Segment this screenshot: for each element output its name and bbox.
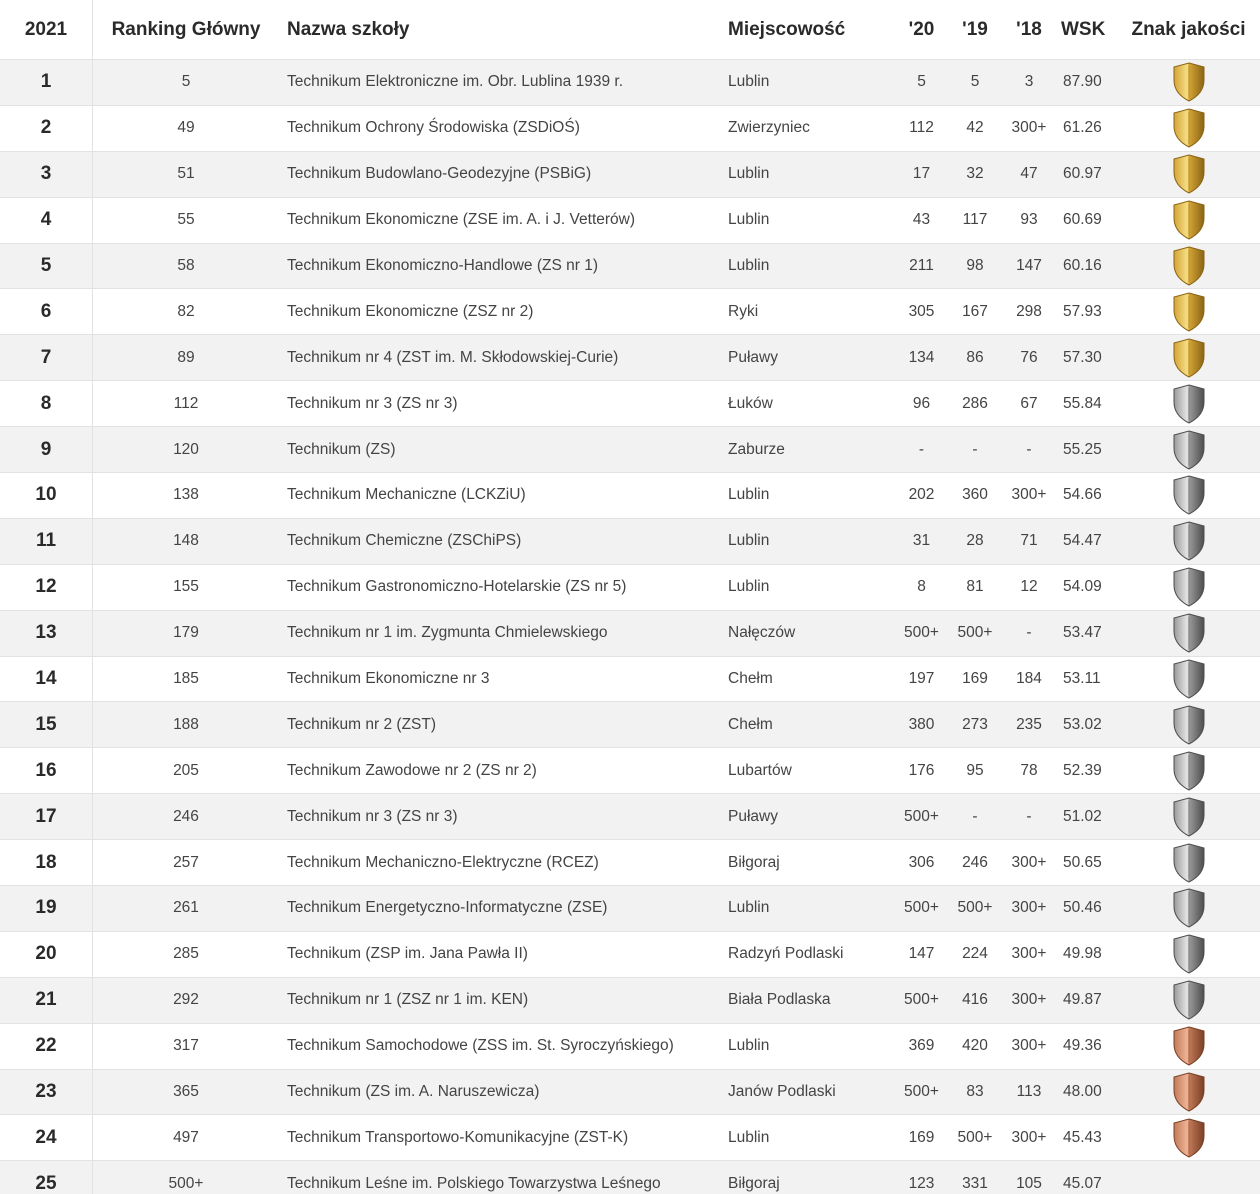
city-cell: Biłgoraj [728,853,780,871]
quality-badge-cell [1117,1115,1260,1160]
y19-cell: 331 [962,1174,988,1192]
main-rank-cell: 285 [173,945,199,963]
y18-cell: 184 [1016,670,1042,688]
quality-shield-icon [1172,1118,1206,1158]
y20-cell: 202 [908,486,935,504]
y19-cell: 360 [962,486,988,504]
y18-cell: 105 [1016,1174,1042,1192]
wsk-cell: 54.47 [1063,532,1102,550]
city-cell: Zwierzyniec [728,119,810,137]
header-year[interactable]: 2021 [0,0,93,59]
quality-badge-cell [1117,1070,1260,1115]
y19-cell: 98 [966,257,984,274]
main-rank-cell: 205 [173,761,199,779]
school-name-cell: Technikum Energetyczno-Informatyczne (ZSE) [287,899,608,917]
table-row[interactable] [0,702,1260,748]
main-rank-cell: 120 [173,440,199,458]
y18-cell: - [1026,440,1032,458]
school-name-cell: Technikum Ekonomiczne nr 3 [287,670,490,688]
quality-badge-cell [1117,657,1260,702]
quality-badge-cell [1117,840,1260,885]
school-name-cell: Technikum nr 1 (ZSZ nr 1 im. KEN) [287,991,529,1009]
quality-shield-icon [1172,108,1206,148]
quality-badge-cell [1117,565,1260,610]
y20-cell: 176 [908,761,935,779]
main-rank-cell: 112 [173,394,199,412]
y18-cell: 300+ [1011,899,1047,917]
rank-cell: 23 [0,1070,93,1115]
quality-shield-icon [1172,934,1206,974]
main-rank-cell: 82 [177,302,195,320]
school-name-cell: Technikum Mechaniczne (LCKZiU) [287,486,526,504]
y18-cell: 300+ [1011,119,1047,137]
quality-shield-icon [1172,521,1206,561]
school-name-cell: Technikum nr 3 (ZS nr 3) [287,394,458,412]
school-name-cell: Technikum Zawodowe nr 2 (ZS nr 2) [287,761,537,779]
quality-shield-icon [1172,292,1206,332]
table-row[interactable] [0,60,1260,106]
school-name-cell: Technikum Ekonomiczne (ZSZ nr 2) [287,302,534,320]
table-row[interactable] [0,244,1260,290]
table-row[interactable] [0,1115,1260,1161]
rank-cell: 1 [0,60,93,105]
main-rank-cell: 317 [173,1037,199,1055]
rank-cell: 11 [0,519,93,564]
table-row[interactable] [0,381,1260,427]
rank-cell: 3 [0,152,93,197]
y20-cell: 500+ [904,1083,939,1101]
y19-cell: 169 [962,670,988,688]
quality-badge-cell [1117,335,1260,380]
city-cell: Chełm [728,670,773,688]
rank-cell: 24 [0,1115,93,1160]
wsk-cell: 60.16 [1063,257,1102,274]
school-name-cell: Technikum Leśne im. Polskiego Towarzystwa Leśnego [287,1174,661,1192]
school-name-cell: Technikum (ZS) [287,440,396,458]
main-rank-cell: 292 [173,991,199,1009]
quality-badge-cell [1117,932,1260,977]
y19-cell: 500+ [957,1128,993,1146]
y18-cell: 235 [1016,715,1042,733]
city-cell: Lubartów [728,761,792,779]
school-name-cell: Technikum nr 3 (ZS nr 3) [287,807,458,825]
rank-cell: 8 [0,381,93,426]
city-cell: Puławy [728,348,778,366]
wsk-cell: 57.30 [1063,348,1102,366]
quality-shield-icon [1172,1072,1206,1112]
y20-cell: 43 [912,211,931,229]
city-cell: Lublin [728,73,770,91]
rank-cell: 9 [0,427,93,472]
school-name-cell: Technikum Mechaniczno-Elektryczne (RCEZ) [287,853,599,871]
rank-cell: 4 [0,198,93,243]
main-rank-cell: 51 [177,165,195,183]
quality-shield-icon [1172,200,1206,240]
rank-cell: 15 [0,702,93,747]
y18-cell: 300+ [1011,1037,1047,1055]
main-rank-cell: 155 [173,578,199,596]
quality-shield-icon [1172,613,1206,653]
y20-cell: 500+ [904,991,939,1009]
main-rank-cell: 500+ [168,1174,204,1192]
y20-cell: 17 [912,165,931,183]
quality-badge-cell [1117,473,1260,518]
y19-cell: 32 [966,165,984,183]
y20-cell: 112 [909,119,934,137]
city-cell: Biała Podlaska [728,991,831,1009]
table-row[interactable] [0,473,1260,519]
quality-badge-cell [1117,244,1260,289]
school-name-cell: Technikum Ekonomiczno-Handlowe (ZS nr 1) [287,257,598,274]
y19-cell: 86 [966,348,984,366]
y18-cell: 12 [1020,578,1038,596]
y20-cell: 197 [908,670,935,688]
wsk-cell: 60.97 [1063,165,1102,183]
y20-cell: 369 [908,1037,935,1055]
header-y19[interactable]: '19 [962,18,988,40]
table-row[interactable] [0,1070,1260,1116]
main-rank-cell: 138 [173,486,199,504]
y19-cell: 83 [966,1083,984,1101]
city-cell: Lublin [728,486,770,504]
school-name-cell: Technikum Gastronomiczno-Hotelarskie (ZS nr 5) [287,578,627,596]
wsk-cell: 49.36 [1063,1037,1102,1055]
school-name-cell: Technikum nr 1 im. Zygmunta Chmielewskiego [287,624,608,642]
y18-cell: - [1026,807,1032,825]
wsk-cell: 55.84 [1063,394,1102,412]
rank-cell: 25 [0,1161,93,1194]
quality-badge-cell [1117,1161,1260,1194]
table-row[interactable] [0,611,1260,657]
main-rank-cell: 148 [173,532,199,550]
y20-cell: 500+ [904,807,939,825]
y20-cell: 123 [908,1174,935,1192]
wsk-cell: 53.11 [1063,670,1101,688]
table-row[interactable] [0,748,1260,794]
rank-cell: 18 [0,840,93,885]
quality-badge-cell [1117,381,1260,426]
y18-cell: 113 [1016,1083,1042,1101]
city-cell: Lublin [728,211,770,229]
quality-badge-cell [1117,748,1260,793]
quality-badge-cell [1117,289,1260,334]
school-name-cell: Technikum Chemiczne (ZSChiPS) [287,532,522,550]
wsk-cell: 54.66 [1063,486,1102,504]
y19-cell: - [972,440,978,458]
header-main-rank[interactable]: Ranking Główny [111,18,261,40]
table-row[interactable] [0,565,1260,611]
y18-cell: 300+ [1011,945,1047,963]
quality-shield-icon [1172,567,1206,607]
wsk-cell: 45.43 [1063,1128,1102,1146]
main-rank-cell: 188 [173,715,199,733]
wsk-cell: 61.26 [1063,119,1102,137]
school-name-cell: Technikum Samochodowe (ZSS im. St. Syroczyńskiego) [287,1037,674,1055]
table-row[interactable] [0,106,1260,152]
wsk-cell: 45.07 [1063,1174,1102,1192]
main-rank-cell: 58 [177,257,195,274]
table-row[interactable] [0,519,1260,565]
y19-cell: 420 [962,1037,988,1055]
main-rank-cell: 246 [173,807,199,825]
city-cell: Lublin [728,257,770,274]
y19-cell: 95 [966,761,984,779]
wsk-cell: 48.00 [1063,1083,1102,1101]
table-header [0,0,1260,60]
y19-cell: - [972,807,978,825]
y18-cell: - [1026,624,1032,642]
main-rank-cell: 89 [177,348,195,366]
school-name-cell: Technikum nr 4 (ZST im. M. Skłodowskiej-Curie) [287,348,619,366]
table-row[interactable] [0,427,1260,473]
quality-shield-icon [1172,888,1206,928]
rank-cell: 13 [0,611,93,656]
quality-badge-cell [1117,794,1260,839]
rank-cell: 12 [0,565,93,610]
table-row[interactable] [0,198,1260,244]
wsk-cell: 49.87 [1063,991,1102,1009]
header-quality[interactable]: Znak jakości [1131,18,1246,40]
y20-cell: 31 [912,532,931,550]
y19-cell: 224 [962,945,988,963]
main-rank-cell: 49 [177,119,195,137]
rank-cell: 14 [0,657,93,702]
y19-cell: 416 [962,991,988,1009]
rank-cell: 5 [0,244,93,289]
header-city[interactable]: Miejscowość [728,18,846,40]
table-row[interactable] [0,932,1260,978]
table-row[interactable] [0,289,1260,335]
quality-badge-cell [1117,198,1260,243]
city-cell: Lublin [728,899,770,917]
school-name-cell: Technikum (ZS im. A. Naruszewicza) [287,1083,540,1101]
table-row[interactable] [0,335,1260,381]
y18-cell: 78 [1020,761,1038,779]
school-name-cell: Technikum Ochrony Środowiska (ZSDiOŚ) [287,119,580,137]
quality-badge-cell [1117,978,1260,1023]
y18-cell: 300+ [1011,991,1047,1009]
header-school[interactable]: Nazwa szkoły [287,18,410,40]
wsk-cell: 51.02 [1063,807,1102,825]
city-cell: Lublin [728,1128,770,1146]
city-cell: Radzyń Podlaski [728,945,844,963]
city-cell: Janów Podlaski [728,1083,836,1101]
y20-cell: 134 [908,348,935,366]
quality-badge-cell [1117,152,1260,197]
y18-cell: 93 [1020,211,1038,229]
wsk-cell: 60.69 [1063,211,1102,229]
header-wsk[interactable]: WSK [1061,18,1106,40]
y19-cell: 167 [962,302,988,320]
y19-cell: 28 [966,532,984,550]
y19-cell: 246 [962,853,988,871]
quality-badge-cell [1117,427,1260,472]
school-name-cell: Technikum Ekonomiczne (ZSE im. A. i J. Vetterów) [287,211,636,229]
main-rank-cell: 365 [173,1083,199,1101]
wsk-cell: 55.25 [1063,440,1102,458]
city-cell: Biłgoraj [728,1174,780,1192]
y18-cell: 147 [1016,257,1042,274]
quality-shield-icon [1172,430,1206,470]
y19-cell: 117 [962,211,988,229]
y20-cell: 500+ [904,624,939,642]
main-rank-cell: 497 [173,1128,199,1146]
rank-cell: 6 [0,289,93,334]
y20-cell: 305 [908,302,935,320]
city-cell: Ryki [728,302,759,320]
wsk-cell: 50.46 [1063,899,1102,917]
y18-cell: 67 [1020,394,1038,412]
y20-cell: 96 [912,394,931,412]
rank-cell: 7 [0,335,93,380]
wsk-cell: 53.47 [1063,624,1102,642]
y19-cell: 500+ [957,624,993,642]
wsk-cell: 53.02 [1063,715,1102,733]
y20-cell: 169 [908,1128,935,1146]
main-rank-cell: 261 [173,899,199,917]
city-cell: Lublin [728,1037,770,1055]
y19-cell: 81 [966,578,984,596]
rank-cell: 16 [0,748,93,793]
table-row[interactable] [0,886,1260,932]
table-row[interactable] [0,794,1260,840]
y18-cell: 71 [1020,532,1038,550]
y19-cell: 286 [962,394,988,412]
main-rank-cell: 257 [173,853,199,871]
quality-shield-icon [1172,62,1206,102]
table-row[interactable] [0,657,1260,703]
city-cell: Puławy [728,807,778,825]
rank-cell: 10 [0,473,93,518]
city-cell: Nałęczów [728,624,796,642]
quality-shield-icon [1172,659,1206,699]
quality-badge-cell [1117,106,1260,151]
wsk-cell: 57.93 [1063,302,1102,320]
quality-shield-icon [1172,246,1206,286]
rank-cell: 21 [0,978,93,1023]
y18-cell: 3 [1024,73,1034,91]
city-cell: Zaburze [728,440,785,458]
y19-cell: 42 [966,119,984,137]
header-y20[interactable]: '20 [908,18,935,40]
quality-shield-icon [1172,475,1206,515]
y18-cell: 47 [1020,165,1038,183]
table-row[interactable] [0,1161,1260,1194]
school-name-cell: Technikum (ZSP im. Jana Pawła II) [287,945,528,963]
y20-cell: 380 [908,715,935,733]
quality-shield-icon [1172,751,1206,791]
quality-shield-icon [1172,338,1206,378]
y20-cell: 8 [917,578,926,596]
table-row[interactable] [0,840,1260,886]
quality-shield-icon [1172,797,1206,837]
city-cell: Chełm [728,715,773,733]
wsk-cell: 54.09 [1063,578,1102,596]
school-name-cell: Technikum Transportowo-Komunikacyjne (ZST-K) [287,1128,629,1146]
header-y18[interactable]: '18 [1016,18,1042,40]
city-cell: Lublin [728,578,770,596]
y20-cell: - [918,440,925,458]
main-rank-cell: 185 [173,670,199,688]
y19-cell: 273 [962,715,988,733]
wsk-cell: 50.65 [1063,853,1102,871]
quality-shield-icon [1172,980,1206,1020]
quality-badge-cell [1117,60,1260,105]
y20-cell: 500+ [904,899,939,917]
rank-cell: 20 [0,932,93,977]
main-rank-cell: 5 [181,73,191,91]
y20-cell: 306 [908,853,935,871]
rank-cell: 17 [0,794,93,839]
y19-cell: 5 [970,73,980,91]
quality-badge-cell [1117,1024,1260,1069]
y18-cell: 76 [1020,348,1038,366]
wsk-cell: 52.39 [1063,761,1102,779]
y20-cell: 147 [908,945,935,963]
table-row[interactable] [0,1024,1260,1070]
quality-badge-cell [1117,519,1260,564]
y20-cell: 5 [917,73,926,91]
quality-shield-icon [1172,705,1206,745]
rank-cell: 19 [0,886,93,931]
rank-cell: 22 [0,1024,93,1069]
table-row[interactable] [0,978,1260,1024]
city-cell: Łuków [728,394,773,412]
quality-badge-cell [1117,611,1260,656]
school-name-cell: Technikum Budowlano-Geodezyjne (PSBiG) [287,165,592,183]
table-body [0,60,1260,1194]
quality-shield-icon [1172,154,1206,194]
quality-shield-icon [1172,1026,1206,1066]
y20-cell: 211 [909,257,934,274]
y19-cell: 500+ [957,899,993,917]
wsk-cell: 87.90 [1063,73,1102,91]
quality-badge-cell [1117,886,1260,931]
y18-cell: 300+ [1011,853,1047,871]
main-rank-cell: 55 [177,211,195,229]
y18-cell: 300+ [1011,486,1047,504]
quality-shield-icon [1172,843,1206,883]
y18-cell: 298 [1016,302,1042,320]
y18-cell: 300+ [1011,1128,1047,1146]
city-cell: Lublin [728,165,770,183]
main-rank-cell: 179 [173,624,199,642]
school-name-cell: Technikum Elektroniczne im. Obr. Lublina 1939 r. [287,73,624,91]
school-name-cell: Technikum nr 2 (ZST) [287,715,437,733]
city-cell: Lublin [728,532,770,550]
rank-cell: 2 [0,106,93,151]
quality-shield-icon [1172,384,1206,424]
table-row[interactable] [0,152,1260,198]
quality-badge-cell [1117,702,1260,747]
wsk-cell: 49.98 [1063,945,1102,963]
